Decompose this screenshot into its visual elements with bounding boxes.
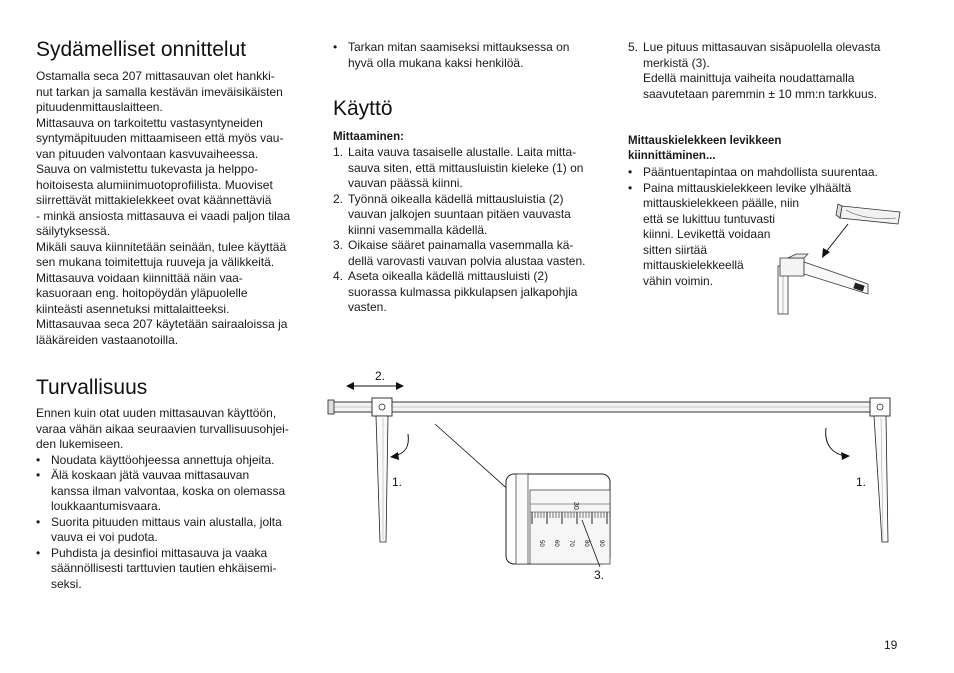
list-item [333,238,618,269]
list-item: • Pääntuentapintaa on mahdollista suurentaa. [628,165,913,181]
congrats-body: Ostamalla seca 207 mittasauvan olet hankki- nut tarkan ja samalla kestävän imeväisikäisten pituudenmittauslaitteen. Mittasauva on tarkoitettu vastasyntyneiden syntymäpituuden mittaamiseen että myös vau- van pituuden valvontaan kasvuvaiheessa. Sauva on valmistettu tukevasta ja helppo- hoitoisesta alumiinimuotoprofiilista. Muoviset siirrettävät mittakielekkeet ovat käännettäviä - minkä ansiosta mittasauva ei vaadi paljon tilaa säilytyksessä. Mikäli sauva kiinnitetään seinään, tulee käyttää sen mukana toimitettuja ruuveja ja välikkeitä. Mittasauva voidaan kiinnittää näin vaa- kasuoraan eng. hoitopöydän yläpuolelle kiinteästi asennetuksi mittalaitteeksi. Mittasauvaa seca 207 käytetään sairaaloissa ja lääkäreiden vastaanotoilla. [36,69,291,347]
list-item [333,192,618,239]
usage-section [333,40,618,316]
page-number: 19 [884,638,898,652]
list-item: • Puhdista ja desinfioi mittasauva ja vaaka säännöllisesti tarttuvien tautien ehkäisemi- seksi. [36,546,316,593]
step-text: Oikaise sääret painamalla vasemmalla kä- dellä varovasti vauvan polvia alustaa vasten. [348,238,586,268]
list-item: • Paina mittauskielekkeen levike ylhäältä mittauskielekkeen päälle, niin että se lukittuu tuntuvasti kiinni. Levikettä voidaan sitten siirtää mittauskielekkeellä vähin voimin. [628,181,913,290]
safety-list [36,453,316,593]
list-item [333,269,618,316]
measuring-subtitle: Mittaaminen: [333,131,404,143]
step-number: 1. [333,145,344,159]
label-3: 3. [594,568,605,582]
svg-text:30: 30 [572,502,579,510]
label-1-right: 1. [856,475,867,489]
safety-intro: Ennen kuin otat uuden mittasauvan käyttöön, varaa vähän aikaa seuraavien turvallisuusohjei- den lukemiseen. [36,406,289,451]
safety-section [36,376,316,592]
step-text: Aseta oikealla kädellä mittausluisti (2) suorassa kulmassa pikkulapsen jalkapohjia vasten. [348,269,578,314]
list-item [628,40,913,102]
step-number: 5. [628,40,639,54]
safety-title: Turvallisuus [36,376,148,399]
top-bullet-list [333,40,618,71]
extension-illustration [770,196,905,316]
step-number: 3. [333,238,344,252]
label-2: 2. [375,369,386,383]
step-number: 4. [333,269,344,283]
step-text: Työnnä oikealla kädellä mittausluistia (2) vauvan jalkojen suuntaan pitäen vauvasta kiinni vasemmalla kädellä. [348,191,571,237]
list-item [333,145,618,192]
step-text: Laita vauva tasaiselle alustalle. Laita mitta- sauva siten, että mittausluistin kieleke (1) on vauvan päässä kiinni. [348,145,584,190]
label-1-left: 1. [392,475,403,489]
usage-title: Käyttö [333,97,393,120]
steps-list [333,145,618,316]
congrats-title: Sydämelliset onnittelut [36,38,247,61]
step-number: 2. [333,191,344,206]
ruler-label: 90 [598,540,604,547]
measuring-rod-diagram [320,362,900,587]
step5-list [628,40,913,102]
list-item: • Noudata käyttöohjeessa annettuja ohjeita. [36,453,316,469]
attachment-subtitle: Mittauskielekkeen levikkeen kiinnittäminen... [628,135,782,162]
ruler-label: 50 [538,540,544,547]
congrats-section [36,38,316,348]
list-item: • Tarkan mitan saamiseksi mittauksessa on hyvä olla mukana kaksi henkilöä. [333,40,618,71]
list-item: • Suorita pituuden mittaus vain alustalla, jolta vauva ei voi pudota. [36,515,316,546]
ruler-label: 80 [583,540,589,547]
step-text: Lue pituus mittasauvan sisäpuolella olevasta merkistä (3). Edellä mainittuja vaiheita noudattamalla saavutetaan paremmin ± 10 mm:n tarkkuus. [643,40,881,101]
list-item: • Älä koskaan jätä vauvaa mittasauvan kanssa ilman valvontaa, koska on olemassa loukkaantumisvaara. [36,468,316,515]
ruler-label: 70 [568,540,574,547]
ruler-label: 60 [553,540,559,547]
